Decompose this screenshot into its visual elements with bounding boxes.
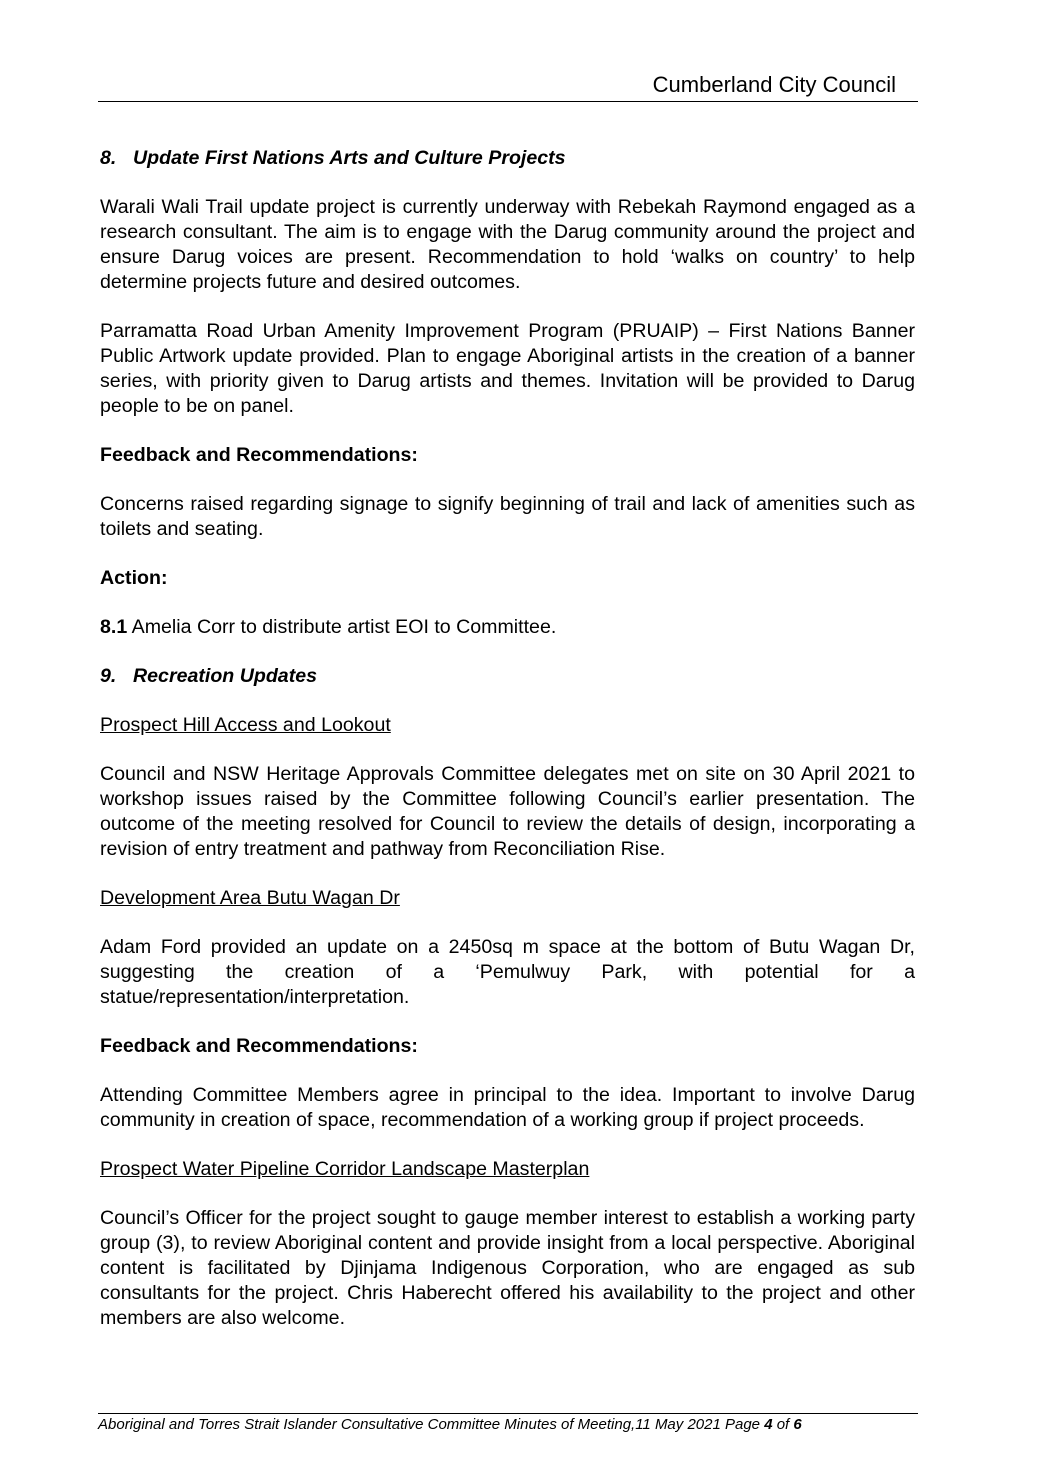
- subheading: Prospect Water Pipeline Corridor Landscape Masterplan: [100, 1158, 590, 1180]
- action-label: Action:: [100, 567, 168, 589]
- section-8-heading: [100, 146, 915, 171]
- subheading: Development Area Butu Wagan Dr: [100, 887, 400, 909]
- section-9-heading: [100, 664, 915, 689]
- paragraph: Attending Committee Members agree in principal to the idea. Important to involve Darug community in creation of space, recommendation of a working group if project proceeds.: [100, 1084, 915, 1131]
- section-title: Update First Nations Arts and Culture Projects: [133, 147, 566, 169]
- action-item: [100, 615, 915, 640]
- page-current: 4: [764, 1416, 773, 1433]
- feedback-label: Feedback and Recommendations:: [100, 1035, 418, 1057]
- page-total: 6: [793, 1416, 802, 1433]
- feedback-label: Feedback and Recommendations:: [100, 444, 418, 466]
- section-title: Recreation Updates: [133, 665, 318, 687]
- footer-text: Aboriginal and Torres Strait Islander Consultative Committee Minutes of Meeting,11 May 2021 Page: [98, 1416, 765, 1433]
- document-body: [100, 146, 915, 1355]
- subheading: Prospect Hill Access and Lookout: [100, 714, 391, 736]
- paragraph: Parramatta Road Urban Amenity Improvement Program (PRUAIP) – First Nations Banner Public Artwork update provided. Plan to engage Aboriginal artists in the creation of a banner series, with priority given to Darug artists and themes. Invitation will be provided to Darug people to be on panel.: [100, 320, 915, 417]
- paragraph: Council and NSW Heritage Approvals Committee delegates met on site on 30 April 2021 to workshop issues raised by the Committee following Council’s earlier presentation. The outcome of the meeting resolved for Council to review the details of design, incorporating a revision of entry treatment and pathway from Reconciliation Rise.: [100, 763, 915, 860]
- paragraph: Adam Ford provided an update on a 2450sq m space at the bottom of Butu Wagan Dr, suggesting the creation of a ‘Pemulwuy Park, with potential for a statue/representation/interpretation.: [100, 936, 915, 1008]
- action-number: 8.1: [100, 616, 128, 638]
- section-number: 8.: [100, 147, 117, 169]
- footer-of: of: [772, 1416, 794, 1433]
- paragraph: Warali Wali Trail update project is currently underway with Rebekah Raymond engaged as a research consultant. The aim is to engage with the Darug community around the project and ensure Darug voices are present. Recommendation to hold ‘walks on country’ to help determine projects future and desired outcomes.: [100, 196, 915, 293]
- page-header: [98, 70, 918, 102]
- paragraph: Concerns raised regarding signage to signify beginning of trail and lack of amenities such as toilets and seating.: [100, 493, 915, 540]
- page-footer: [98, 1413, 918, 1433]
- paragraph: Council’s Officer for the project sought to gauge member interest to establish a working party group (3), to review Aboriginal content and provide insight from a local perspective. Aboriginal content is facilitated by Djinjama Indigenous Corporation, who are engaged as sub consultants for the project. Chris Haberecht offered his availability to the project and other members are also welcome.: [100, 1207, 915, 1329]
- action-text: Amelia Corr to distribute artist EOI to Committee.: [131, 616, 557, 638]
- organization-title: Cumberland City Council: [652, 72, 896, 97]
- section-number: 9.: [100, 665, 117, 687]
